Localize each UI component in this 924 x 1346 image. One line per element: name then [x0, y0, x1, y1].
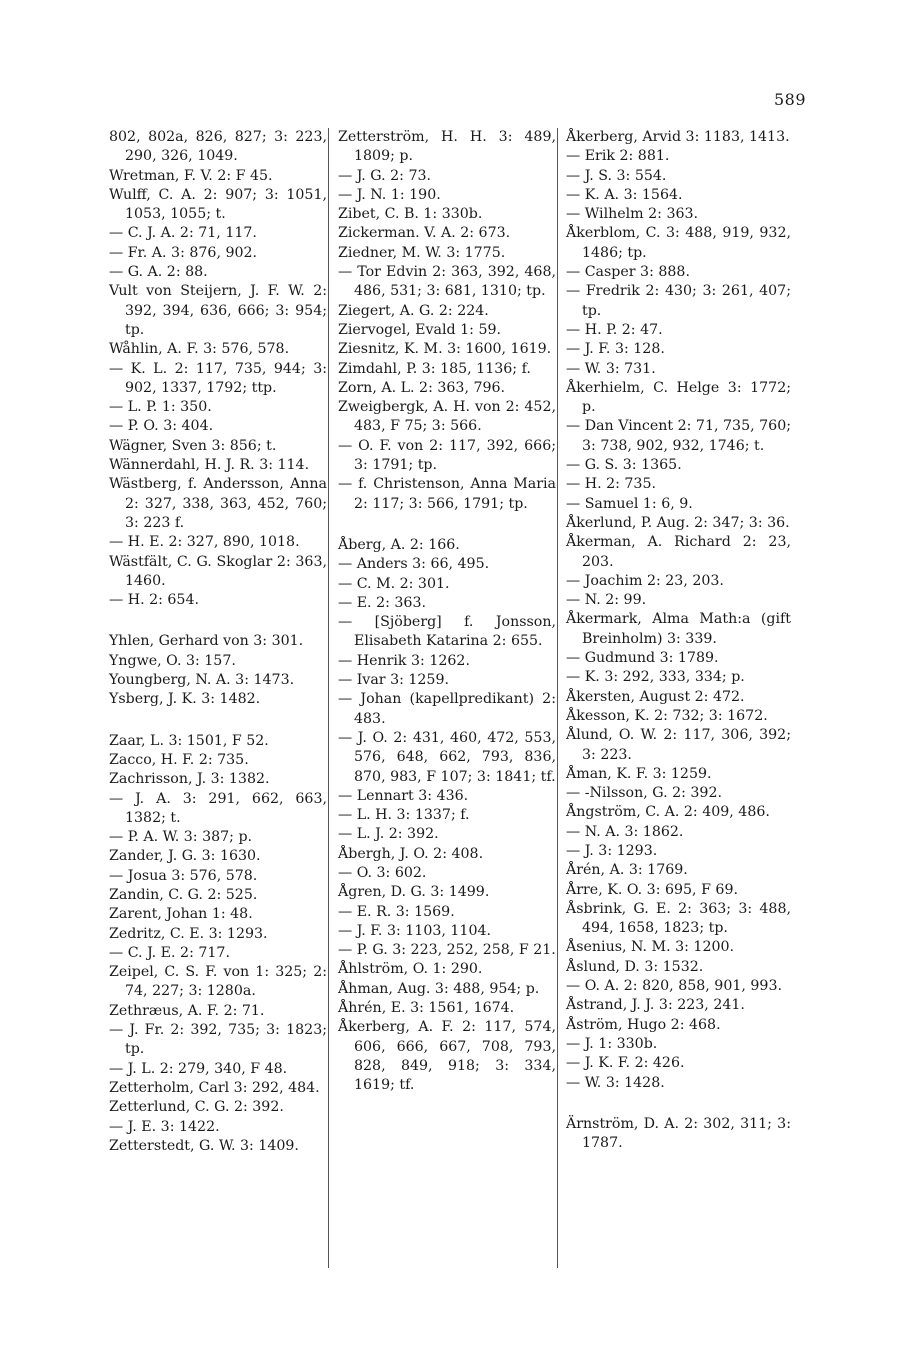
index-entry: Åsenius, N. M. 3: 1200.: [566, 939, 735, 956]
index-entry: Åström, Hugo 2: 468.: [566, 1016, 721, 1033]
index-entry: Yhlen, Gerhard von 3: 301.: [109, 633, 304, 650]
index-entry: — J. 1: 330b.: [566, 1035, 658, 1052]
index-entry: Zander, J. G. 3: 1630.: [109, 848, 261, 865]
index-entry: — H. 2: 735.: [566, 476, 656, 493]
index-entry: Åhlström, O. 1: 290.: [338, 961, 483, 978]
index-entry: — H. 2: 654.: [109, 592, 199, 609]
index-entry: — O. A. 2: 820, 858, 901, 993.: [566, 978, 782, 995]
index-entry: Ärnström, D. A. 2: 302, 311; 3: 1787.: [566, 1115, 791, 1152]
index-entry: Åstrand, J. J. 3: 223, 241.: [566, 997, 745, 1014]
index-entry: — C. J. E. 2: 717.: [109, 944, 230, 961]
index-entry: Ziegert, A. G. 2: 224.: [338, 302, 489, 319]
index-entry: Zarent, Johan 1: 48.: [109, 906, 253, 923]
index-entry: Åhman, Aug. 3: 488, 954; p.: [338, 980, 540, 997]
index-entry: Ziervogel, Evald 1: 59.: [338, 321, 502, 338]
index-entry: — C. M. 2: 301.: [338, 575, 450, 592]
index-entry: — G. S. 3: 1365.: [566, 457, 682, 474]
index-entry: Åkerberg, A. F. 2: 117, 574, 606, 666, 667, 708, 793, 828, 849, 918; 3: 334, 1619; tf.: [338, 1019, 556, 1094]
index-entry: Zickerman. V. A. 2: 673.: [338, 225, 511, 242]
index-entry: Åberg, A. 2: 166.: [338, 536, 460, 553]
index-entry: Zibet, C. B. 1: 330b.: [338, 206, 483, 223]
index-entry: Zandin, C. G. 2: 525.: [109, 886, 258, 903]
index-entry: — J. L. 2: 279, 340, F 48.: [109, 1060, 288, 1077]
index-entry: Wåhlin, A. F. 3: 576, 578.: [109, 341, 290, 358]
index-entry: Youngberg, N. A. 3: 1473.: [109, 672, 295, 689]
index-entry: Åkersten, August 2: 472.: [566, 688, 745, 705]
index-entry: — G. A. 2: 88.: [109, 264, 208, 281]
index-entry: Ziesnitz, K. M. 3: 1600, 1619.: [338, 341, 552, 358]
index-entry: — O. F. von 2: 117, 392, 666; 3: 1791; tp.: [338, 437, 556, 474]
index-entry: — P. A. W. 3: 387; p.: [109, 829, 253, 846]
index-entry: Zachrisson, J. 3: 1382.: [109, 771, 270, 788]
index-entry: — J. Fr. 2: 392, 735; 3: 1823; tp.: [109, 1022, 327, 1058]
index-entry: Zetterholm, Carl 3: 292, 484.: [109, 1079, 320, 1096]
index-entry: — [Sjöberg] f. Jonsson, Elisabeth Katarina 2: 655.: [338, 614, 556, 650]
index-entry: — Erik 2: 881.: [566, 148, 670, 165]
index-entry: Zedritz, C. E. 3: 1293.: [109, 925, 268, 942]
index-entry: — Josua 3: 576, 578.: [109, 867, 258, 884]
index-entry: Åkesson, K. 2: 732; 3: 1672.: [566, 707, 768, 724]
index-entry: Åkerberg, Arvid 3: 1183, 1413.: [566, 129, 790, 145]
index-entry: — J. A. 3: 291, 662, 663, 1382; t.: [109, 790, 327, 826]
index-entry: — -Nilsson, G. 2: 392.: [566, 785, 722, 802]
index-entry: Åslund, D. 3: 1532.: [566, 958, 704, 975]
index-entry: — J. E. 3: 1422.: [109, 1118, 220, 1135]
index-entry: — Samuel 1: 6, 9.: [566, 495, 693, 512]
index-entry: — J. S. 3: 554.: [566, 167, 667, 184]
index-entry: — L. H. 3: 1337; f.: [338, 807, 470, 824]
index-entry: Åkermark, Alma Math:a (gift Breinholm) 3: 339.: [566, 611, 791, 647]
index-entry: Zethræus, A. F. 2: 71.: [109, 1002, 265, 1019]
index-entry: — E. R. 3: 1569.: [338, 903, 455, 920]
index-entry: Yngwe, O. 3: 157.: [109, 652, 236, 669]
index-entry: — J. F. 3: 128.: [566, 341, 665, 358]
index-entry: — L. P. 1: 350.: [109, 399, 212, 416]
index-entry: — H. E. 2: 327, 890, 1018.: [109, 534, 300, 551]
index-entry: Åkerblom, C. 3: 488, 919, 932, 1486; tp.: [566, 225, 791, 261]
index-entry: — K. 3: 292, 333, 334; p.: [566, 669, 745, 686]
index-entry: — L. J. 2: 392.: [338, 826, 439, 843]
index-entry: — Fr. A. 3: 876, 902.: [109, 244, 258, 261]
index-entry: Vult von Steijern, J. F. W. 2: 392, 394, 636, 666; 3: 954; tp.: [109, 283, 327, 338]
index-entry: — Ivar 3: 1259.: [338, 672, 449, 689]
index-entry: Wretman, F. V. 2: F 45.: [109, 167, 273, 184]
index-column-3: [566, 128, 791, 1153]
index-entry: Zorn, A. L. 2: 363, 796.: [338, 379, 506, 396]
index-entry: — W. 3: 1428.: [566, 1074, 665, 1091]
index-entry: — J. O. 2: 431, 460, 472, 553, 576, 648, 662, 793, 836, 870, 983, F 107; 3: 1841; tf.: [338, 729, 556, 785]
index-entry: — K. L. 2: 117, 735, 944; 3: 902, 1337, 1792; ttp.: [109, 360, 327, 396]
index-entry: Wägner, Sven 3: 856; t.: [109, 437, 277, 454]
index-entry: Åkerlund, P. Aug. 2: 347; 3: 36.: [566, 514, 790, 531]
index-entry: Ziedner, M. W. 3: 1775.: [338, 244, 506, 261]
index-entry: — N. 2: 99.: [566, 592, 647, 609]
index-entry: — Joachim 2: 23, 203.: [566, 572, 724, 589]
index-entry: — Henrik 3: 1262.: [338, 652, 470, 669]
index-entry: Årre, K. O. 3: 695, F 69.: [566, 881, 738, 898]
index-entry: Årén, A. 3: 1769.: [566, 862, 688, 879]
index-entry: — P. G. 3: 223, 252, 258, F 21.: [338, 942, 556, 959]
index-entry: Åbergh, J. O. 2: 408.: [338, 845, 484, 862]
index-entry: — N. A. 3: 1862.: [566, 823, 684, 840]
index-entry: — E. 2: 363.: [338, 594, 426, 611]
index-entry: — J. 3: 1293.: [566, 842, 658, 859]
index-entry: Åman, K. F. 3: 1259.: [566, 765, 712, 782]
index-entry: — C. J. A. 2: 71, 117.: [109, 225, 257, 242]
index-entry: Åkerman, A. Richard 2: 23, 203.: [566, 534, 791, 570]
index-entry: — H. P. 2: 47.: [566, 321, 663, 338]
index-entry: Zaar, L. 3: 1501, F 52.: [109, 732, 269, 749]
index-entry: — Tor Edvin 2: 363, 392, 468, 486, 531; 3: 681, 1310; tp.: [338, 264, 556, 300]
index-entry: — Lennart 3: 436.: [338, 787, 469, 804]
index-entry: Ågren, D. G. 3: 1499.: [338, 884, 490, 901]
index-entry: Zacco, H. F. 2: 735.: [109, 751, 249, 768]
index-entry: Zimdahl, P. 3: 185, 1136; f.: [338, 360, 531, 377]
index-entry: — J. N. 1: 190.: [338, 186, 441, 203]
index-entry: — Casper 3: 888.: [566, 264, 690, 281]
index-entry: Wästfält, C. G. Skoglar 2: 363, 1460.: [109, 553, 327, 589]
index-entry: — Fredrik 2: 430; 3: 261, 407; tp.: [566, 283, 791, 319]
index-entry: Åkerhielm, C. Helge 3: 1772; p.: [566, 379, 791, 416]
index-entry: — Wilhelm 2: 363.: [566, 206, 699, 223]
index-entry: Åhrén, E. 3: 1561, 1674.: [338, 1000, 515, 1017]
index-entry: — Johan (kapellpredikant) 2: 483.: [338, 691, 556, 727]
index-entry: Wästberg, f. Andersson, Anna 2: 327, 338, 363, 452, 760; 3: 223 f.: [109, 476, 327, 531]
index-entry: Zeipel, C. S. F. von 1: 325; 2: 74, 227; 3: 1280a.: [109, 964, 327, 1000]
index-entry: Zweigbergk, A. H. von 2: 452, 483, F 75; 3: 566.: [338, 399, 556, 435]
index-entry: Wännerdahl, H. J. R. 3: 114.: [109, 457, 310, 474]
index-entry: — P. O. 3: 404.: [109, 418, 214, 435]
index-entry: — J. G. 2: 73.: [338, 167, 432, 184]
index-entry: — Anders 3: 66, 495.: [338, 556, 490, 573]
index-column-1: [109, 128, 327, 1156]
index-entry: Zetterstedt, G. W. 3: 1409.: [109, 1137, 299, 1154]
column-divider: [328, 128, 329, 1268]
index-column-2: [338, 128, 556, 1096]
index-entry: — K. A. 3: 1564.: [566, 186, 683, 203]
index-entry: — O. 3: 602.: [338, 864, 427, 881]
index-entry: Åsbrink, G. E. 2: 363; 3: 488, 494, 1658, 1823; tp.: [566, 900, 791, 937]
index-entry: — f. Christenson, Anna Maria 2: 117; 3: 566, 1791; tp.: [338, 476, 556, 512]
index-entry: Ångström, C. A. 2: 409, 486.: [566, 804, 770, 821]
column-divider: [557, 128, 558, 1268]
index-entry: — J. K. F. 2: 426.: [566, 1055, 685, 1072]
page-number: 589: [773, 90, 806, 109]
index-entry: 802, 802a, 826, 827; 3: 223, 290, 326, 1049.: [109, 129, 327, 165]
index-entry: — Dan Vincent 2: 71, 735, 760; 3: 738, 902, 932, 1746; t.: [566, 418, 791, 454]
index-entry: Ysberg, J. K. 3: 1482.: [109, 691, 261, 708]
index-entry: Ålund, O. W. 2: 117, 306, 392; 3: 223.: [566, 727, 791, 763]
index-entry: — J. F. 3: 1103, 1104.: [338, 922, 492, 939]
index-entry: Zetterlund, C. G. 2: 392.: [109, 1099, 284, 1116]
index-entry: — Gudmund 3: 1789.: [566, 650, 719, 667]
index-entry: — W. 3: 731.: [566, 360, 656, 377]
index-entry: Zetterström, H. H. 3: 489, 1809; p.: [338, 129, 556, 165]
index-entry: Wulff, C. A. 2: 907; 3: 1051, 1053, 1055; t.: [109, 186, 327, 223]
